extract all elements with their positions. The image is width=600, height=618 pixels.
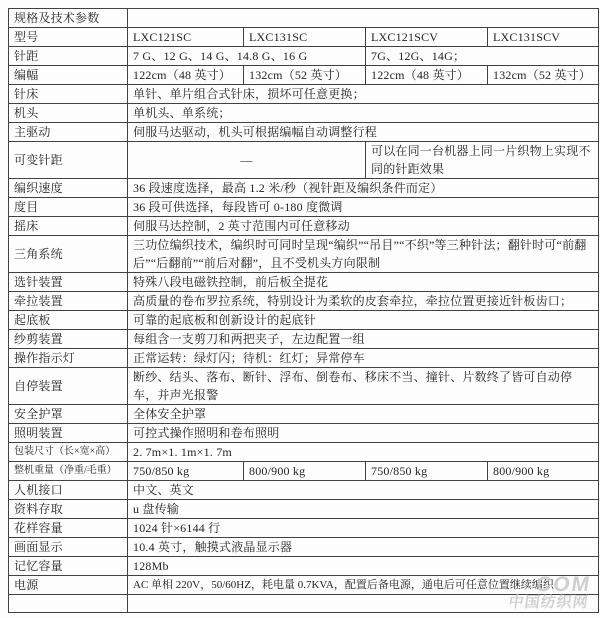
row-label: 花样容量 — [9, 519, 128, 538]
row-label: 三角系统 — [9, 236, 128, 273]
row-label: 照明装置 — [9, 424, 128, 443]
spec-cell: 750/850 kg — [366, 462, 488, 481]
table-row — [9, 85, 599, 104]
table-row — [9, 595, 599, 613]
spec-cell: 全体安全护罩 — [128, 405, 599, 424]
row-label: 机头 — [9, 104, 128, 123]
spec-cell: 36 段速度选择，最高 1.2 米/秒（视针距及编织条件而定） — [128, 179, 599, 198]
spec-cell: 特殊八段电磁铁控制，前后板全提花 — [128, 273, 599, 292]
row-label: 自停装置 — [9, 368, 128, 405]
spec-cell: 7G、12G、14G； — [366, 47, 599, 66]
spec-cell: 800/900 kg — [488, 462, 599, 481]
spec-cell: 2. 7m×1. 1m×1. 7m — [128, 443, 599, 462]
table-row — [9, 330, 599, 349]
row-label: 针距 — [9, 47, 128, 66]
spec-cell: 正常运转：绿灯闪；待机：红灯；异常停车 — [128, 349, 599, 368]
watermark-line1: COM — [534, 573, 593, 597]
spec-cell: 中文、英文 — [128, 481, 599, 500]
spec-cell: LXC121SCV — [366, 28, 488, 47]
spec-cell: 可控式操作照明和卷布照明 — [128, 424, 599, 443]
spec-cell: u 盘传输 — [128, 500, 599, 519]
table-row — [9, 424, 599, 443]
table-row — [9, 123, 599, 142]
table-row — [9, 557, 599, 576]
table-row — [9, 9, 599, 28]
row-label: 度目 — [9, 198, 128, 217]
table-row — [9, 349, 599, 368]
table-row — [9, 519, 599, 538]
row-label: 包装尺寸（长×宽×高） — [9, 443, 128, 462]
spec-cell: LXC131SC — [244, 28, 366, 47]
row-label: 摇床 — [9, 217, 128, 236]
table-row — [9, 104, 599, 123]
row-label: 主驱动 — [9, 123, 128, 142]
spec-cell: 伺服马达驱动，机头可根据编幅自动调整行程 — [128, 123, 599, 142]
spec-cell: 三功位编织技术，编织时可同时呈现“编织”“吊目”“不织”等三种针法；翻针时可“前翻后”“后翻前”“前后对翻”，且不受机头方向限制 — [128, 236, 599, 273]
row-label: 选针装置 — [9, 273, 128, 292]
spec-cell: 7 G、12 G、14 G、14.8 G、16 G — [128, 47, 366, 66]
spec-cell: 10.4 英寸，触摸式液晶显示器 — [128, 538, 599, 557]
table-row — [9, 576, 599, 595]
table-row — [9, 142, 599, 179]
table-row — [9, 443, 599, 462]
spec-cell: 可以在同一台机器上同一片织物上实现不同的针距效果 — [366, 142, 599, 179]
table-row — [9, 368, 599, 405]
row-label: 人机接口 — [9, 481, 128, 500]
spec-cell: 800/900 kg — [244, 462, 366, 481]
row-label: 编幅 — [9, 66, 128, 85]
spec-cell: 1024 针×6144 行 — [128, 519, 599, 538]
spec-cell — [128, 595, 599, 613]
table-row — [9, 179, 599, 198]
spec-cell: 132cm（52 英寸） — [488, 66, 599, 85]
table-row — [9, 217, 599, 236]
spec-cell: LXC131SCV — [488, 28, 599, 47]
row-label: 编织速度 — [9, 179, 128, 198]
spec-cell: — — [128, 142, 366, 179]
table-row — [9, 292, 599, 311]
spec-cell — [128, 9, 599, 28]
spec-cell: 断纱、结头、落布、断针、浮布、倒卷布、移床不当、撞针、片数终了皆可自动停车，并声光报警 — [128, 368, 599, 405]
spec-cell: 128Mb — [128, 557, 599, 576]
table-row — [9, 462, 599, 481]
row-label: 记忆容量 — [9, 557, 128, 576]
row-label: 画面显示 — [9, 538, 128, 557]
spec-cell: LXC121SC — [128, 28, 244, 47]
row-label: 整机重量（净重/毛重） — [9, 462, 128, 481]
table-row — [9, 28, 599, 47]
spec-cell: 高质量的卷布罗拉系统，特别设计为柔软的皮套牵拉，牵拉位置更接近针板齿口； — [128, 292, 599, 311]
table-row — [9, 198, 599, 217]
spec-cell: 可靠的起底板和创新设计的起底针 — [128, 311, 599, 330]
row-label: 纱剪装置 — [9, 330, 128, 349]
spec-cell: 单针、单片组合式针床，损坏可任意更换； — [128, 85, 599, 104]
table-row — [9, 311, 599, 330]
table-row — [9, 481, 599, 500]
spec-cell: 36 段可供选择，每段皆可 0-180 度微调 — [128, 198, 599, 217]
spec-cell: 132cm（52 英寸） — [244, 66, 366, 85]
row-label: 可变针距 — [9, 142, 128, 179]
watermark-line2: 中国纺织网 — [507, 595, 590, 612]
row-label: 电源 — [9, 576, 128, 595]
spec-cell: 单机头、单系统； — [128, 104, 599, 123]
row-label: 起底板 — [9, 311, 128, 330]
spec-table — [8, 8, 599, 613]
table-row — [9, 66, 599, 85]
row-label — [9, 595, 128, 613]
table-row — [9, 538, 599, 557]
row-label: 型号 — [9, 28, 128, 47]
table-row — [9, 273, 599, 292]
spec-cell: 750/850 kg — [128, 462, 244, 481]
spec-cell: 122cm（48 英寸） — [366, 66, 488, 85]
row-label: 资料存取 — [9, 500, 128, 519]
row-label: 操作指示灯 — [9, 349, 128, 368]
table-row — [9, 500, 599, 519]
row-label: 安全护罩 — [9, 405, 128, 424]
spec-cell: 每组含一支剪刀和两把夹子，左边配置一组 — [128, 330, 599, 349]
row-label: 牵拉装置 — [9, 292, 128, 311]
row-label: 针床 — [9, 85, 128, 104]
row-label: 规格及技术参数 — [9, 9, 128, 28]
spec-cell: AC 单相 220V，50/60HZ，耗电量 0.7KVA，配置后备电源，通电后可任意位置继续编织 — [128, 576, 599, 595]
table-row — [9, 236, 599, 273]
spec-cell: 122cm（48 英寸） — [128, 66, 244, 85]
spec-cell: 伺服马达控制，2 英寸范围内可任意移动 — [128, 217, 599, 236]
table-row — [9, 47, 599, 66]
table-row — [9, 405, 599, 424]
